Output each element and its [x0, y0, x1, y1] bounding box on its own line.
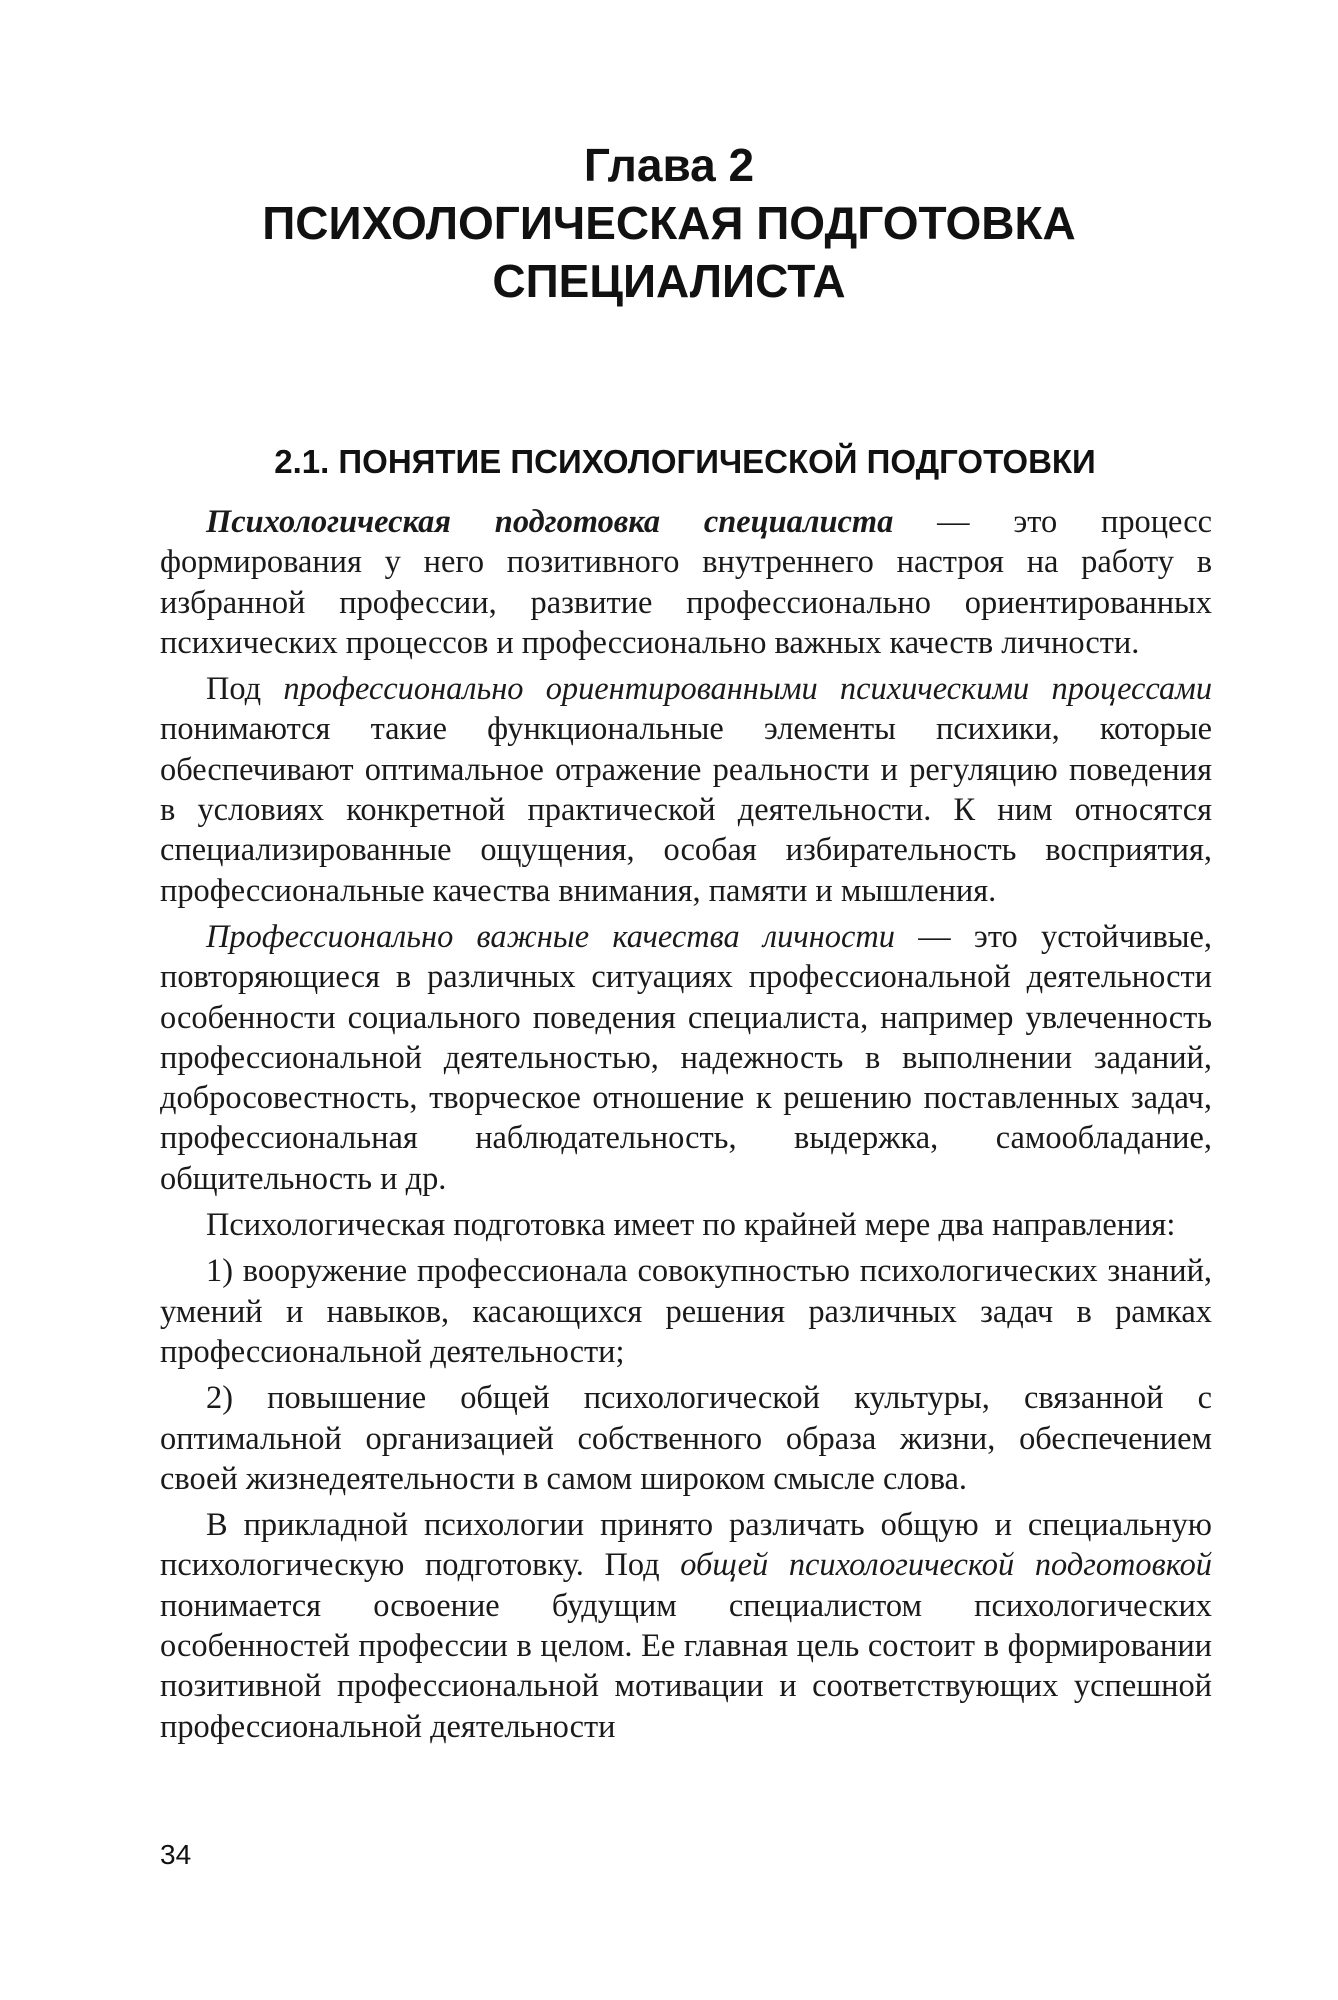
- chapter-number: Глава 2: [583, 139, 755, 191]
- paragraph-3: [160, 917, 1212, 1199]
- list-item-2-text: 2) повышение общей психологической культуры, связанной с оптимальной организацией собственного образа жизни, обеспечением своей жизнедеятельности в самом широком смысле слова.: [160, 1380, 1212, 1497]
- section-title: 2.1. ПОНЯТИЕ ПСИХОЛОГИЧЕСКОЙ ПОДГОТОВКИ: [274, 443, 1096, 480]
- body-text: [160, 502, 1212, 1747]
- term-3: Профессионально важные качества личности: [206, 918, 895, 955]
- paragraph-3-text: — это устойчивые, повторяющиеся в различных ситуациях профессиональной деятельности особенности социального поведения специалиста, например увлеченность профессиональной деятельностью, надежность в выполнении заданий, добросовестность, творческое отношение к решению поставленных задач, профессиональная наблюдательность, выдержка, самообладание, общительность и др.: [160, 918, 1213, 1197]
- paragraph-2: [160, 669, 1212, 911]
- paragraph-7-lead: В прикладной психологии принято различать общую и специальную психологическую подготовку. Под: [160, 1507, 1212, 1584]
- paragraph-7-text: понимается освоение будущим специалистом психологических особенностей профессии в целом. Ее главная цель состоит в формировании позитивной профессиональной мотивации и соответствующих успешной профессиональной деятельности: [160, 1587, 1212, 1745]
- paragraph-1: [160, 502, 1212, 663]
- paragraph-7: [160, 1505, 1212, 1747]
- list-item-1-text: 1) вооружение профессионала совокупностью психологических знаний, умений и навыков, касающихся решения различных задач в рамках профессиональной деятельности;: [160, 1253, 1212, 1370]
- paragraph-4: [160, 1205, 1212, 1245]
- chapter-heading: [0, 136, 1338, 310]
- paragraph-2-text: понимаются такие функциональные элементы психики, которые обеспечивают оптимальное отражение реальности и регуляцию поведения в условиях конкретной практической деятельности. К ним относятся специализированные ощущения, особая избирательность восприятия, профессиональные качества внимания, памяти и мышления.: [160, 711, 1212, 909]
- paragraph-2-lead: Под: [206, 671, 284, 708]
- list-item-1: [160, 1251, 1212, 1372]
- term-1: Психологическая подготовка специалиста: [206, 504, 894, 540]
- chapter-title-line-1: ПСИХОЛОГИЧЕСКАЯ ПОДГОТОВКА: [262, 197, 1076, 249]
- page-number: 34: [160, 1839, 192, 1870]
- chapter-title-line-2: СПЕЦИАЛИСТА: [492, 255, 846, 307]
- term-7: общей психологической подготовкой: [680, 1547, 1212, 1584]
- paragraph-1-text: — это процесс формирования у него позитивного внутреннего настроя на работу в избранной профессии, развитие профессионально ориентированных психических процессов и профессионально важных качеств личности.: [160, 504, 1212, 661]
- list-item-2: [160, 1378, 1212, 1499]
- paragraph-4-text: Психологическая подготовка имеет по крайней мере два направления:: [206, 1207, 1176, 1244]
- term-2: профессионально ориентированными психическими процессами: [283, 671, 1213, 708]
